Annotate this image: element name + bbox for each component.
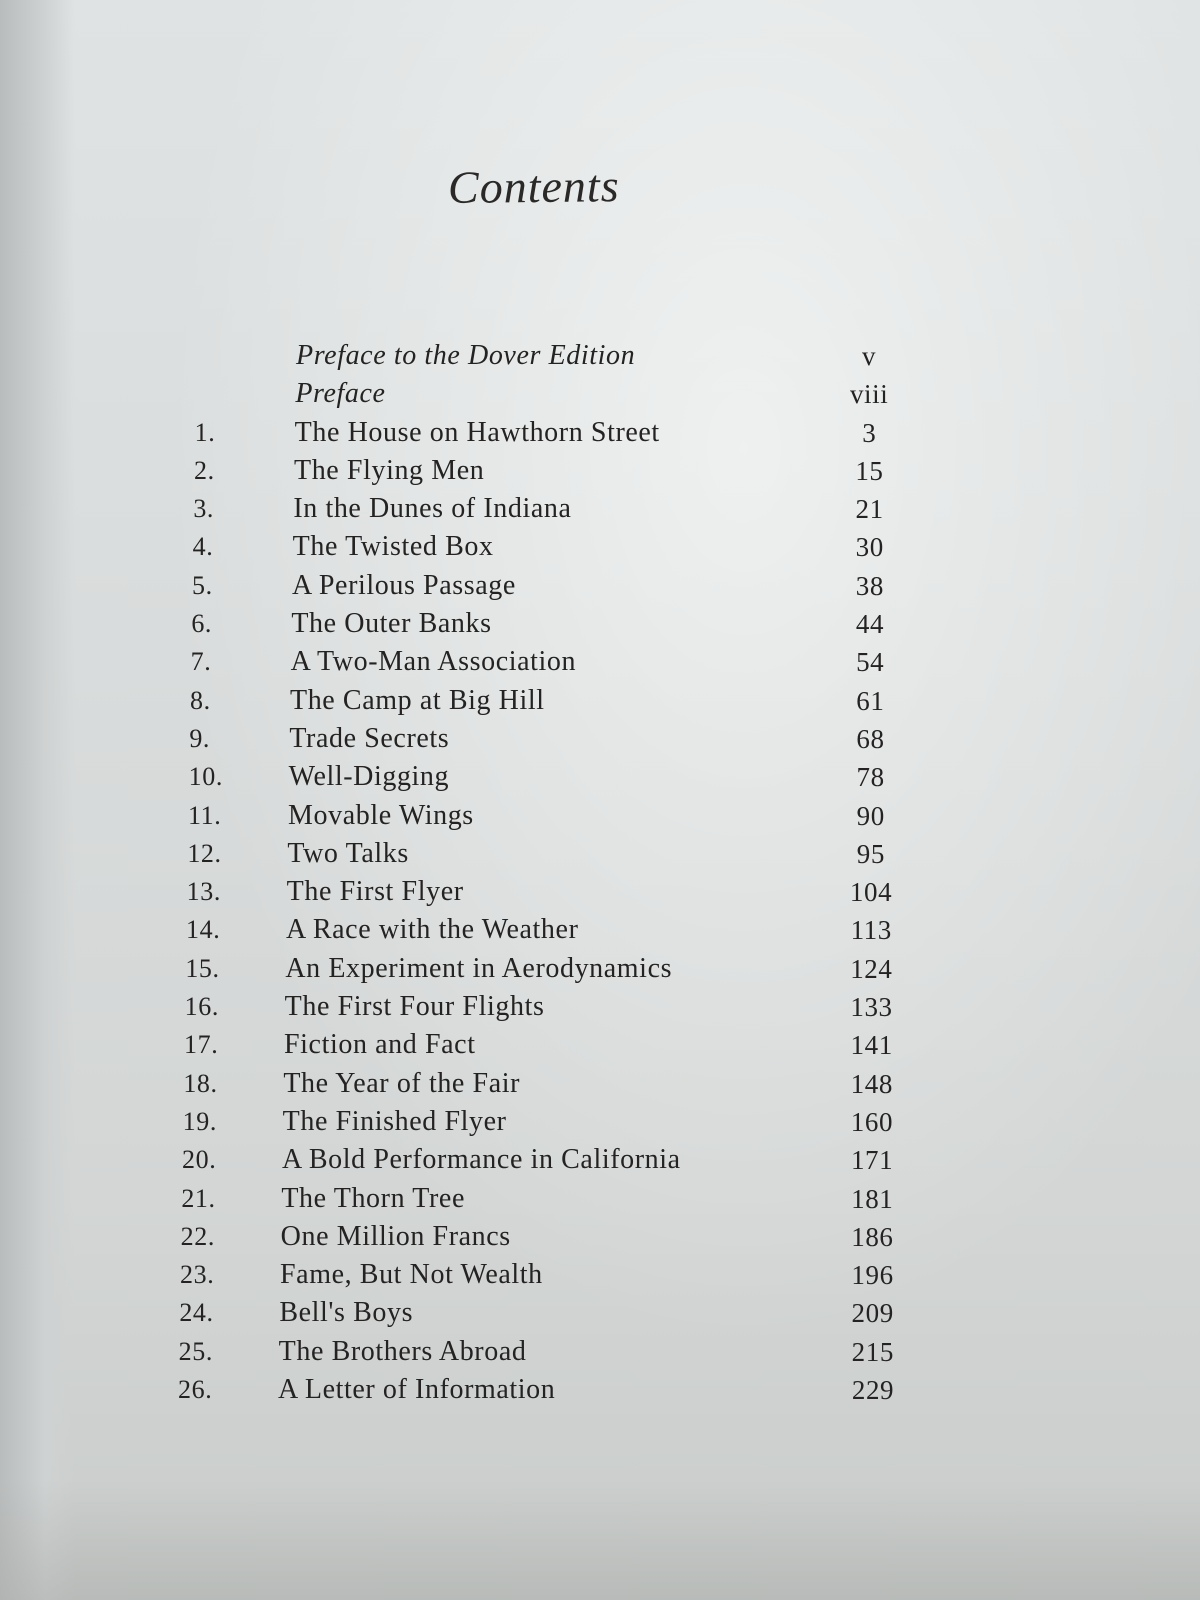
page-number: 95	[856, 838, 885, 869]
page-number: 141	[850, 1030, 893, 1061]
chapter-title: A Letter of Information	[278, 1374, 556, 1405]
chapter-number: 17.	[184, 1030, 219, 1060]
page-number: 160	[850, 1106, 894, 1137]
chapter-number: 23.	[180, 1260, 215, 1290]
chapter-title: The Year of the Fair	[283, 1067, 521, 1099]
chapter-title: One Million Francs	[280, 1220, 511, 1252]
chapter-number: 19.	[182, 1106, 217, 1136]
chapter-title: A Perilous Passage	[292, 569, 516, 601]
chapter-title: Fame, But Not Wealth	[280, 1259, 543, 1291]
page-number: viii	[849, 379, 889, 410]
page-number: 209	[851, 1298, 894, 1329]
chapter-number: 7.	[190, 647, 212, 677]
chapter-title: The Finished Flyer	[282, 1105, 507, 1137]
chapter-number: 22.	[180, 1221, 215, 1251]
page-number: 171	[850, 1145, 894, 1176]
chapter-number: 11.	[188, 800, 222, 830]
chapter-title: Movable Wings	[288, 799, 474, 831]
page-number: 61	[856, 685, 885, 716]
chapter-title: The First Four Flights	[284, 991, 545, 1023]
page-number: 38	[855, 570, 884, 601]
page-number: 3	[862, 417, 877, 448]
chapter-title: Preface	[295, 378, 386, 410]
page-number: 196	[851, 1260, 894, 1291]
page-number: 186	[851, 1221, 894, 1252]
chapter-number: 10.	[188, 762, 223, 792]
chapter-title: The Outer Banks	[291, 608, 492, 640]
page-number: 90	[856, 800, 885, 831]
chapter-title: The Camp at Big Hill	[290, 684, 545, 716]
page-number: 133	[850, 992, 893, 1023]
chapter-title: The First Flyer	[286, 876, 464, 908]
chapter-number: 15.	[185, 953, 220, 983]
chapter-number: 6.	[191, 609, 213, 639]
chapter-title: Fiction and Fact	[284, 1029, 476, 1061]
chapter-number: 1.	[194, 417, 216, 447]
chapter-title: The House on Hawthorn Street	[294, 416, 660, 448]
page-number: 104	[849, 877, 893, 908]
chapter-title: The Thorn Tree	[281, 1182, 465, 1214]
page-number: 44	[855, 609, 885, 640]
chapter-number: 14.	[186, 915, 221, 945]
chapter-number: 8.	[190, 685, 211, 715]
chapter-number: 9.	[189, 723, 211, 753]
page-number: 113	[850, 915, 892, 946]
page-number: 78	[856, 762, 885, 793]
chapter-title: Two Talks	[287, 837, 409, 869]
chapter-number: 18.	[183, 1068, 218, 1098]
chapter-title: A Race with the Weather	[286, 914, 579, 946]
chapter-number: 2.	[194, 455, 215, 485]
chapter-number: 13.	[186, 877, 221, 907]
chapter-number: 21.	[181, 1183, 216, 1213]
page-number: 30	[855, 532, 884, 563]
bottom-shadow	[0, 1480, 1200, 1600]
chapter-title: The Brothers Abroad	[278, 1335, 527, 1367]
page-number: 15	[855, 455, 884, 486]
chapter-number: 25.	[178, 1336, 213, 1366]
page-number: 54	[856, 647, 885, 678]
chapter-title: Well-Digging	[288, 761, 450, 793]
chapter-number: 12.	[187, 838, 222, 868]
page-number: 124	[850, 953, 893, 984]
page-number: 21	[855, 494, 884, 525]
page-number: 229	[851, 1375, 895, 1405]
page-number: 215	[851, 1336, 894, 1367]
chapter-number: 5.	[192, 570, 213, 600]
page-number: 181	[851, 1183, 894, 1214]
chapter-title: The Twisted Box	[292, 531, 494, 563]
chapter-title: Preface to the Dover Edition	[296, 340, 636, 371]
chapter-number: 16.	[184, 992, 219, 1022]
page-number: 148	[850, 1068, 893, 1099]
chapter-title: Bell's Boys	[279, 1297, 414, 1329]
chapter-number: 24.	[179, 1298, 214, 1328]
chapter-number: 20.	[182, 1145, 217, 1175]
chapter-number: 26.	[178, 1375, 213, 1404]
chapter-title: Trade Secrets	[289, 722, 450, 754]
page-title: Contents	[447, 160, 620, 213]
page-number: v	[861, 341, 877, 371]
chapter-title: In the Dunes of Indiana	[293, 493, 572, 525]
chapter-title: The Flying Men	[294, 454, 485, 486]
page-number: 68	[856, 723, 885, 754]
chapter-title: An Experiment in Aerodynamics	[285, 952, 673, 984]
chapter-number: 4.	[192, 532, 214, 562]
chapter-title: A Bold Performance in California	[282, 1144, 681, 1176]
chapter-title: A Two-Man Association	[290, 646, 577, 678]
chapter-number: 3.	[193, 494, 215, 524]
